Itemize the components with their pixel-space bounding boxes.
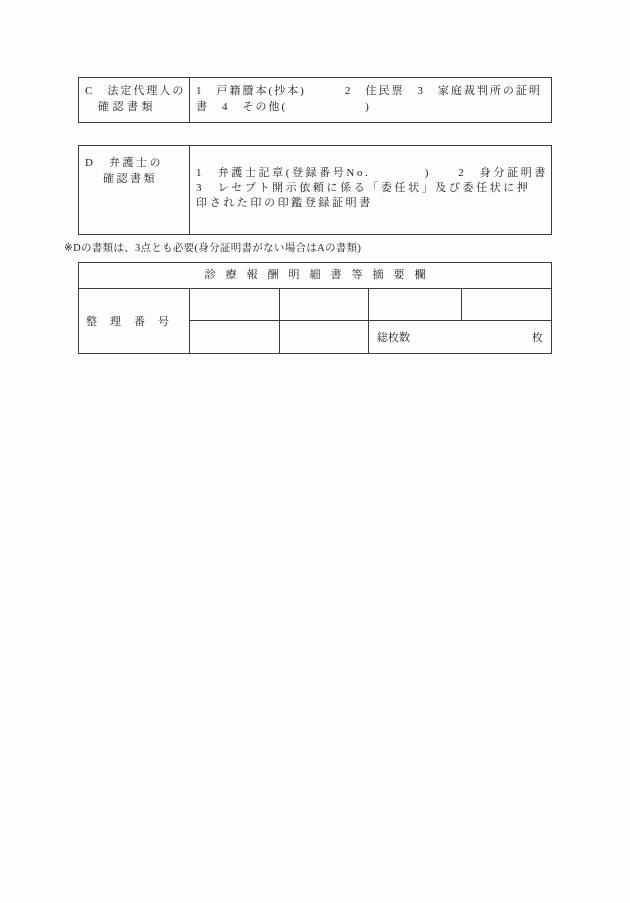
section-d-options-line2: 3 レセプト開示依頼に係る「委任状」及び委任状に押 bbox=[196, 182, 531, 194]
serial-number-cell-6 bbox=[280, 321, 369, 353]
section-d-table bbox=[78, 145, 552, 235]
section-c-label bbox=[79, 78, 190, 122]
total-sheets-cell bbox=[369, 321, 551, 353]
serial-number-label: 整理番号 bbox=[79, 289, 190, 353]
serial-number-grid bbox=[190, 289, 551, 353]
remarks-table-title: 診療報酬明細書等摘要欄 bbox=[79, 263, 551, 289]
sheets-unit-label: 枚 bbox=[532, 332, 543, 344]
serial-number-cell-2 bbox=[280, 289, 369, 320]
section-c-options-line1: 1 戸籍謄本(抄本) 2 住民票 3 家庭裁判所の証明 bbox=[196, 85, 542, 97]
total-sheets-label: 総枚数 bbox=[377, 332, 410, 344]
section-c-label-line2: 確認書類 bbox=[98, 100, 156, 113]
section-d-options-line3: 印された印の印鑑登録証明書 bbox=[196, 197, 373, 209]
section-d-options-line1: 1 弁護士記章(登録番号No. ) 2 身分証明書 bbox=[196, 167, 548, 179]
serial-number-cell-3 bbox=[369, 289, 462, 320]
serial-number-row-2 bbox=[190, 321, 551, 353]
note-d-requirements: ※Dの書類は、3点とも必要(身分証明書がない場合はAの書類) bbox=[64, 243, 362, 254]
serial-number-row-1 bbox=[190, 289, 551, 321]
section-d-label-line2: 確認書類 bbox=[103, 172, 157, 185]
section-c-table bbox=[78, 77, 552, 123]
section-d-label bbox=[79, 146, 190, 234]
serial-number-cell-4 bbox=[462, 289, 551, 320]
serial-number-cell-5 bbox=[190, 321, 280, 353]
section-c-options bbox=[190, 78, 551, 122]
serial-number-cell-1 bbox=[190, 289, 280, 320]
remarks-table bbox=[78, 262, 552, 354]
section-c-label-line1: C 法定代理人の bbox=[85, 85, 186, 97]
section-d-options bbox=[190, 146, 551, 234]
section-c-options-line2: 書 4 その他( ) bbox=[196, 100, 371, 113]
remarks-table-body bbox=[79, 289, 551, 353]
section-d-label-line1: D 弁護士の bbox=[85, 157, 163, 169]
